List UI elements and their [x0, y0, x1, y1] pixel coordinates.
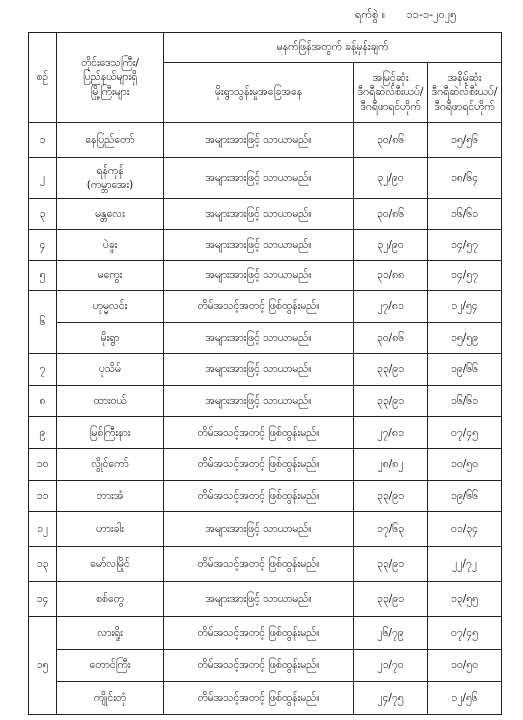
row-max-temp: ၁၇/၆၃ [354, 512, 428, 547]
row-serial-no: ၁၅ [29, 617, 57, 715]
row-city: ဘားအံ [57, 480, 164, 512]
row-city: ဟုမ္မလင်း [57, 291, 164, 323]
row-serial-no: ၁ [29, 123, 57, 158]
table-row [29, 385, 502, 417]
row-city: စစ်တွေ [57, 582, 164, 617]
report-date [355, 8, 505, 24]
table-row [29, 199, 502, 230]
row-serial-no: ၈ [29, 385, 57, 417]
table-row [29, 260, 502, 291]
row-city: ထားဝယ် [57, 385, 164, 417]
row-serial-no: ၃ [29, 199, 57, 230]
row-serial-no: ၁၂ [29, 512, 57, 547]
row-min-temp: ၁၀/၅၀ [428, 448, 502, 480]
header-rain-condition: မိုးရွာသွန်းမှုအခြေအနေ [164, 63, 354, 123]
header-min-temp: အနိမ့်ဆုံး ဒီဂရီဆဲလ်စီးယပ်/ ဒီဂရီဖာရင်ဟိုက် [428, 63, 502, 123]
row-serial-no: ၂ [29, 157, 57, 199]
row-condition: အများအားဖြင့် သာယာမည်။ [164, 123, 354, 158]
table-header-row [29, 33, 502, 63]
table-row [29, 229, 502, 260]
row-condition: အများအားဖြင့် သာယာမည်။ [164, 354, 354, 386]
row-condition: တိမ်အသင့်အတင့် ဖြစ်ထွန်းမည်။ [164, 448, 354, 480]
row-min-temp: ၁၉/၆၆ [428, 480, 502, 512]
row-city: မော်လမြိုင် [57, 546, 164, 582]
row-max-temp: ၃၀/၈၆ [354, 123, 428, 158]
table-row [29, 123, 502, 158]
row-max-temp: ၃၀/၈၆ [354, 199, 428, 230]
table-row [29, 682, 502, 715]
row-max-temp: ၂၇/၈၁ [354, 291, 428, 323]
row-city: ပုသိမ် [57, 354, 164, 386]
table-row [29, 322, 502, 354]
row-max-temp: ၃၃/၉၁ [354, 582, 428, 617]
table-row [29, 649, 502, 682]
row-serial-no: ၅ [29, 260, 57, 291]
row-max-temp: ၃၃/၉၁ [354, 354, 428, 386]
header-forecast-group: မနက်ဖြန်အတွက် ခန့်မှန်းချက် [164, 33, 502, 63]
table-row [29, 157, 502, 199]
row-condition: အများအားဖြင့် သာယာမည်။ [164, 260, 354, 291]
header-region-city: တိုင်းဒေသကြီး/ ပြည်နယ်များရှိ မြို့ကြီးများ [57, 33, 164, 123]
row-max-temp: ၃၃/၉၁ [354, 546, 428, 582]
row-city: တောင်ကြီး [57, 649, 164, 682]
row-max-temp: ၂၇/၈၁ [354, 417, 428, 449]
row-serial-no: ၄ [29, 229, 57, 260]
row-city: ပဲခူး [57, 229, 164, 260]
row-max-temp: ၂၄/၇၅ [354, 682, 428, 715]
row-condition: တိမ်အသင့်အတင့် ဖြစ်ထွန်းမည်။ [164, 682, 354, 715]
row-min-temp: ၁၈/၆၄ [428, 157, 502, 199]
table-row [29, 512, 502, 547]
table-row [29, 480, 502, 512]
row-max-temp: ၃၃/၉၁ [354, 385, 428, 417]
header-serial-no: စဉ် [29, 33, 57, 123]
row-condition: အများအားဖြင့် သာယာမည်။ [164, 157, 354, 199]
date-label: ရက်စွဲ ။ [355, 8, 386, 21]
row-condition: အများအားဖြင့် သာယာမည်။ [164, 582, 354, 617]
date-value: ၁၁-၁-၂၀၂၅ [406, 8, 457, 21]
row-condition: အများအားဖြင့် သာယာမည်။ [164, 385, 354, 417]
row-city: မြစ်ကြီးနား [57, 417, 164, 449]
row-min-temp: ၁၂/၅၆ [428, 682, 502, 715]
row-min-temp: ၁၄/၅၇ [428, 229, 502, 260]
row-max-temp: ၃၁/၈၈ [354, 260, 428, 291]
row-max-temp: ၂၆/၇၉ [354, 617, 428, 650]
row-city: မန္တလေး [57, 199, 164, 230]
row-serial-no: ၁၁ [29, 480, 57, 512]
row-min-temp: ၁၀/၅၀ [428, 649, 502, 682]
table-row [29, 582, 502, 617]
row-condition: အများအားဖြင့် သာယာမည်။ [164, 512, 354, 547]
row-max-temp: ၃၃/၉၁ [354, 480, 428, 512]
row-city: နေပြည်တော် [57, 123, 164, 158]
table-row [29, 546, 502, 582]
row-serial-no: ၁၀ [29, 448, 57, 480]
row-min-temp: ၁၂/၅၄ [428, 291, 502, 323]
row-serial-no: ၆ [29, 291, 57, 354]
row-min-temp: ၁၅/၅၆ [428, 123, 502, 158]
row-city: ရန်ကုန် (ကမ္ဘာအေး) [57, 157, 164, 199]
row-city: မိုးရွာ [57, 322, 164, 354]
row-min-temp: ၀၇/၄၅ [428, 417, 502, 449]
table-row [29, 354, 502, 386]
row-condition: တိမ်အသင့်အတင့် ဖြစ်ထွန်းမည်။ [164, 546, 354, 582]
row-min-temp: ၁၉/၆၆ [428, 354, 502, 386]
row-condition: အများအားဖြင့် သာယာမည်။ [164, 229, 354, 260]
row-city: မကွေး [57, 260, 164, 291]
row-city: လားရှိုး [57, 617, 164, 650]
row-city: ကျိုင်းတုံ [57, 682, 164, 715]
row-max-temp: ၂၁/၇၀ [354, 649, 428, 682]
row-serial-no: ၉ [29, 417, 57, 449]
row-min-temp: ၀၁/၃၄ [428, 512, 502, 547]
header-max-temp: အမြင့်ဆုံး ဒီဂရီဆဲလ်စီးယပ်/ ဒီဂရီဖာရင်ဟိုက် [354, 63, 428, 123]
row-min-temp: ၁၅/၅၉ [428, 322, 502, 354]
row-max-temp: ၃၂/၉၀ [354, 229, 428, 260]
table-row [29, 448, 502, 480]
table-row [29, 617, 502, 650]
row-condition: အများအားဖြင့် သာယာမည်။ [164, 322, 354, 354]
row-min-temp: ၀၇/၄၅ [428, 617, 502, 650]
row-min-temp: ၂၂/၇၂ [428, 546, 502, 582]
table-row [29, 291, 502, 323]
row-city: လွိုင်ကော် [57, 448, 164, 480]
row-condition: တိမ်အသင့်အတင့် ဖြစ်ထွန်းမည်။ [164, 617, 354, 650]
row-condition: တိမ်အသင့်အတင့် ဖြစ်ထွန်းမည်။ [164, 480, 354, 512]
row-max-temp: ၃၂/၉၀ [354, 157, 428, 199]
row-serial-no: ၁၃ [29, 546, 57, 582]
row-city: ဟားခါး [57, 512, 164, 547]
row-min-temp: ၁၃/၅၅ [428, 582, 502, 617]
table-row [29, 417, 502, 449]
row-serial-no: ၁၄ [29, 582, 57, 617]
row-min-temp: ၁၄/၅၇ [428, 260, 502, 291]
row-condition: တိမ်အသင့်အတင့် ဖြစ်ထွန်းမည်။ [164, 291, 354, 323]
row-serial-no: ၇ [29, 354, 57, 386]
row-condition: တိမ်အသင့်အတင့် ဖြစ်ထွန်းမည်။ [164, 649, 354, 682]
row-max-temp: ၂၈/၈၂ [354, 448, 428, 480]
row-max-temp: ၃၀/၈၆ [354, 322, 428, 354]
row-condition: တိမ်အသင့်အတင့် ဖြစ်ထွန်းမည်။ [164, 417, 354, 449]
row-min-temp: ၁၆/၆၁ [428, 199, 502, 230]
forecast-table [28, 32, 502, 715]
row-min-temp: ၁၆/၆၁ [428, 385, 502, 417]
row-condition: အများအားဖြင့် သာယာမည်။ [164, 199, 354, 230]
